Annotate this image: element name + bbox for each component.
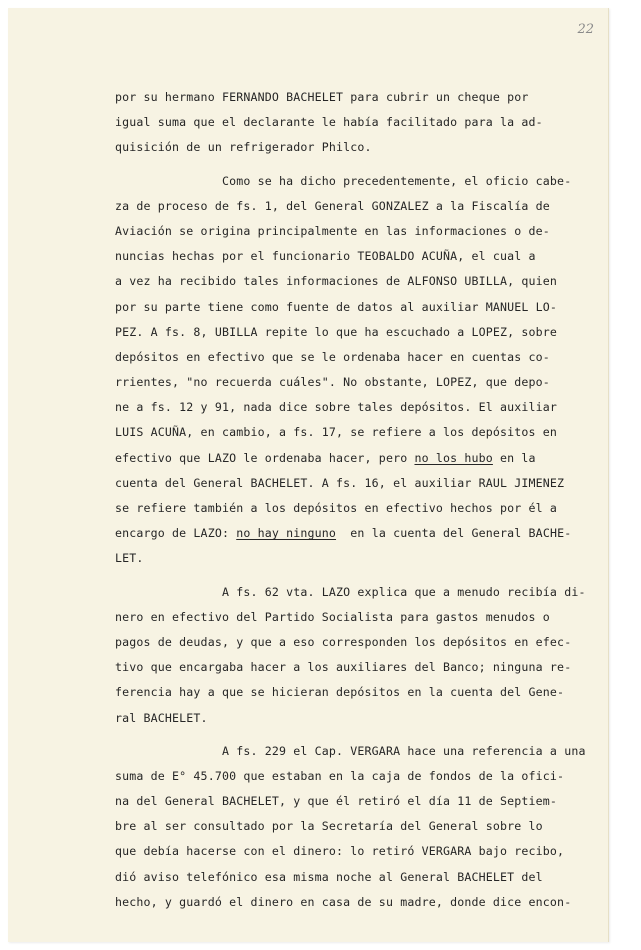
text-line <box>115 395 590 420</box>
paragraph-gap <box>115 731 590 739</box>
text-line <box>115 269 590 294</box>
text-line <box>115 706 590 731</box>
text-line <box>115 345 590 370</box>
text-line <box>115 169 590 194</box>
line-segment: LUIS ACUÑA, en cambio, a fs. 17, se refiere a los depósitos en <box>115 425 558 440</box>
underlined-phrase: no hay ninguno <box>236 526 337 541</box>
text-line <box>115 219 590 244</box>
text-line <box>115 135 590 160</box>
text-line <box>115 865 590 890</box>
underlined-phrase: no los hubo <box>414 450 493 465</box>
line-segment: ne a fs. 12 y 91, nada dice sobre tales depósitos. El auxiliar <box>115 400 558 415</box>
text-line <box>115 471 590 496</box>
text-line <box>115 370 590 395</box>
line-segment: por su hermano FERNANDO BACHELET para cubrir un cheque por <box>115 90 529 104</box>
line-segment: dió aviso telefónico esa misma noche al General BACHELET del <box>115 869 543 884</box>
line-segment: tivo que encargaba hacer a los auxiliares del Banco; ninguna re- <box>115 660 572 675</box>
page-number-mark: 22 <box>577 22 594 37</box>
text-line <box>115 630 590 655</box>
paragraph-1 <box>115 85 590 161</box>
text-line <box>115 764 590 789</box>
text-line <box>115 446 590 471</box>
text-line <box>115 420 590 445</box>
line-segment: PEZ. A fs. 8, UBILLA repite lo que ha escuchado a LOPEZ, sobre <box>115 324 558 339</box>
text-line <box>115 680 590 705</box>
text-line <box>115 320 590 345</box>
line-segment: por su parte tiene como fuente de datos al auxiliar MANUEL LO- <box>115 299 558 314</box>
line-segment: na del General BACHELET, y que él retiró el día 11 de Septiem- <box>115 794 558 809</box>
paragraph-4 <box>115 739 590 915</box>
text-line <box>115 110 590 135</box>
line-segment: a vez ha recibido tales informaciones de ALFONSO UBILLA, quien <box>115 274 558 289</box>
line-segment: nero en efectivo del Partido Socialista para gastos menudos o <box>115 609 550 624</box>
text-line <box>115 244 590 269</box>
line-segment: encargo de LAZO: <box>115 526 237 541</box>
line-segment: hecho, y guardó el dinero en casa de su madre, donde dice encon- <box>115 894 572 909</box>
text-line <box>115 496 590 521</box>
line-segment: en la cuenta del General BACHE- <box>336 526 572 541</box>
text-line <box>115 814 590 839</box>
line-segment: quisición de un refrigerador Philco. <box>115 140 372 155</box>
line-segment: depósitos en efectivo que se le ordenaba hacer en cuentas co- <box>115 349 550 364</box>
line-segment: LET. <box>115 551 144 566</box>
line-segment: cuenta del General BACHELET. A fs. 16, el auxiliar RAUL JIMENEZ <box>115 475 565 490</box>
line-segment: bre al ser consultado por la Secretaría del General sobre lo <box>115 819 543 834</box>
line-segment: ferencia hay a que se hicieran depósitos en la cuenta del Gene- <box>115 685 565 700</box>
line-segment: Como se ha dicho precedentemente, el oficio cabe- <box>115 173 572 188</box>
paragraph-3 <box>115 580 590 731</box>
text-line <box>115 85 590 110</box>
line-segment: en la <box>492 450 536 465</box>
text-line <box>115 839 590 864</box>
line-segment: se refiere también a los depósitos en efectivo hechos por él a <box>115 501 558 515</box>
paragraph-gap <box>115 572 590 580</box>
text-line <box>115 739 590 764</box>
document-page <box>8 8 609 942</box>
line-segment: igual suma que el declarante le había facilitado para la ad- <box>115 115 543 130</box>
line-segment: nuncias hechas por el funcionario TEOBALDO ACUÑA, el cual a <box>115 249 536 264</box>
text-line <box>115 521 590 546</box>
text-line <box>115 295 590 320</box>
line-segment: A fs. 62 vta. LAZO explica que a menudo recibía di- <box>115 584 586 599</box>
line-segment: A fs. 229 el Cap. VERGARA hace una referencia a una <box>115 743 586 758</box>
paragraph-gap <box>115 161 590 169</box>
text-line <box>115 789 590 814</box>
line-segment: pagos de deudas, y que a eso corresponden los depósitos en efec- <box>115 634 572 649</box>
text-line <box>115 605 590 630</box>
line-segment: rrientes, "no recuerda cuáles". No obstante, LOPEZ, que depo- <box>115 375 550 390</box>
text-line <box>115 655 590 680</box>
text-line <box>115 890 590 915</box>
body-text <box>115 85 590 915</box>
line-segment: za de proceso de fs. 1, del General GONZALEZ a la Fiscalía de <box>115 198 550 213</box>
text-line <box>115 580 590 605</box>
line-segment: suma de E° 45.700 que estaban en la caja de fondos de la ofici- <box>115 768 565 783</box>
line-segment: Aviación se origina principalmente en las informaciones o de- <box>115 223 550 238</box>
text-line <box>115 194 590 219</box>
text-line <box>115 546 590 571</box>
paragraph-2 <box>115 169 590 572</box>
line-segment: que debía hacerse con el dinero: lo retiró VERGARA bajo recibo, <box>115 844 565 859</box>
line-segment: efectivo que LAZO le ordenaba hacer, pero <box>115 450 415 465</box>
line-segment: ral BACHELET. <box>115 710 208 725</box>
